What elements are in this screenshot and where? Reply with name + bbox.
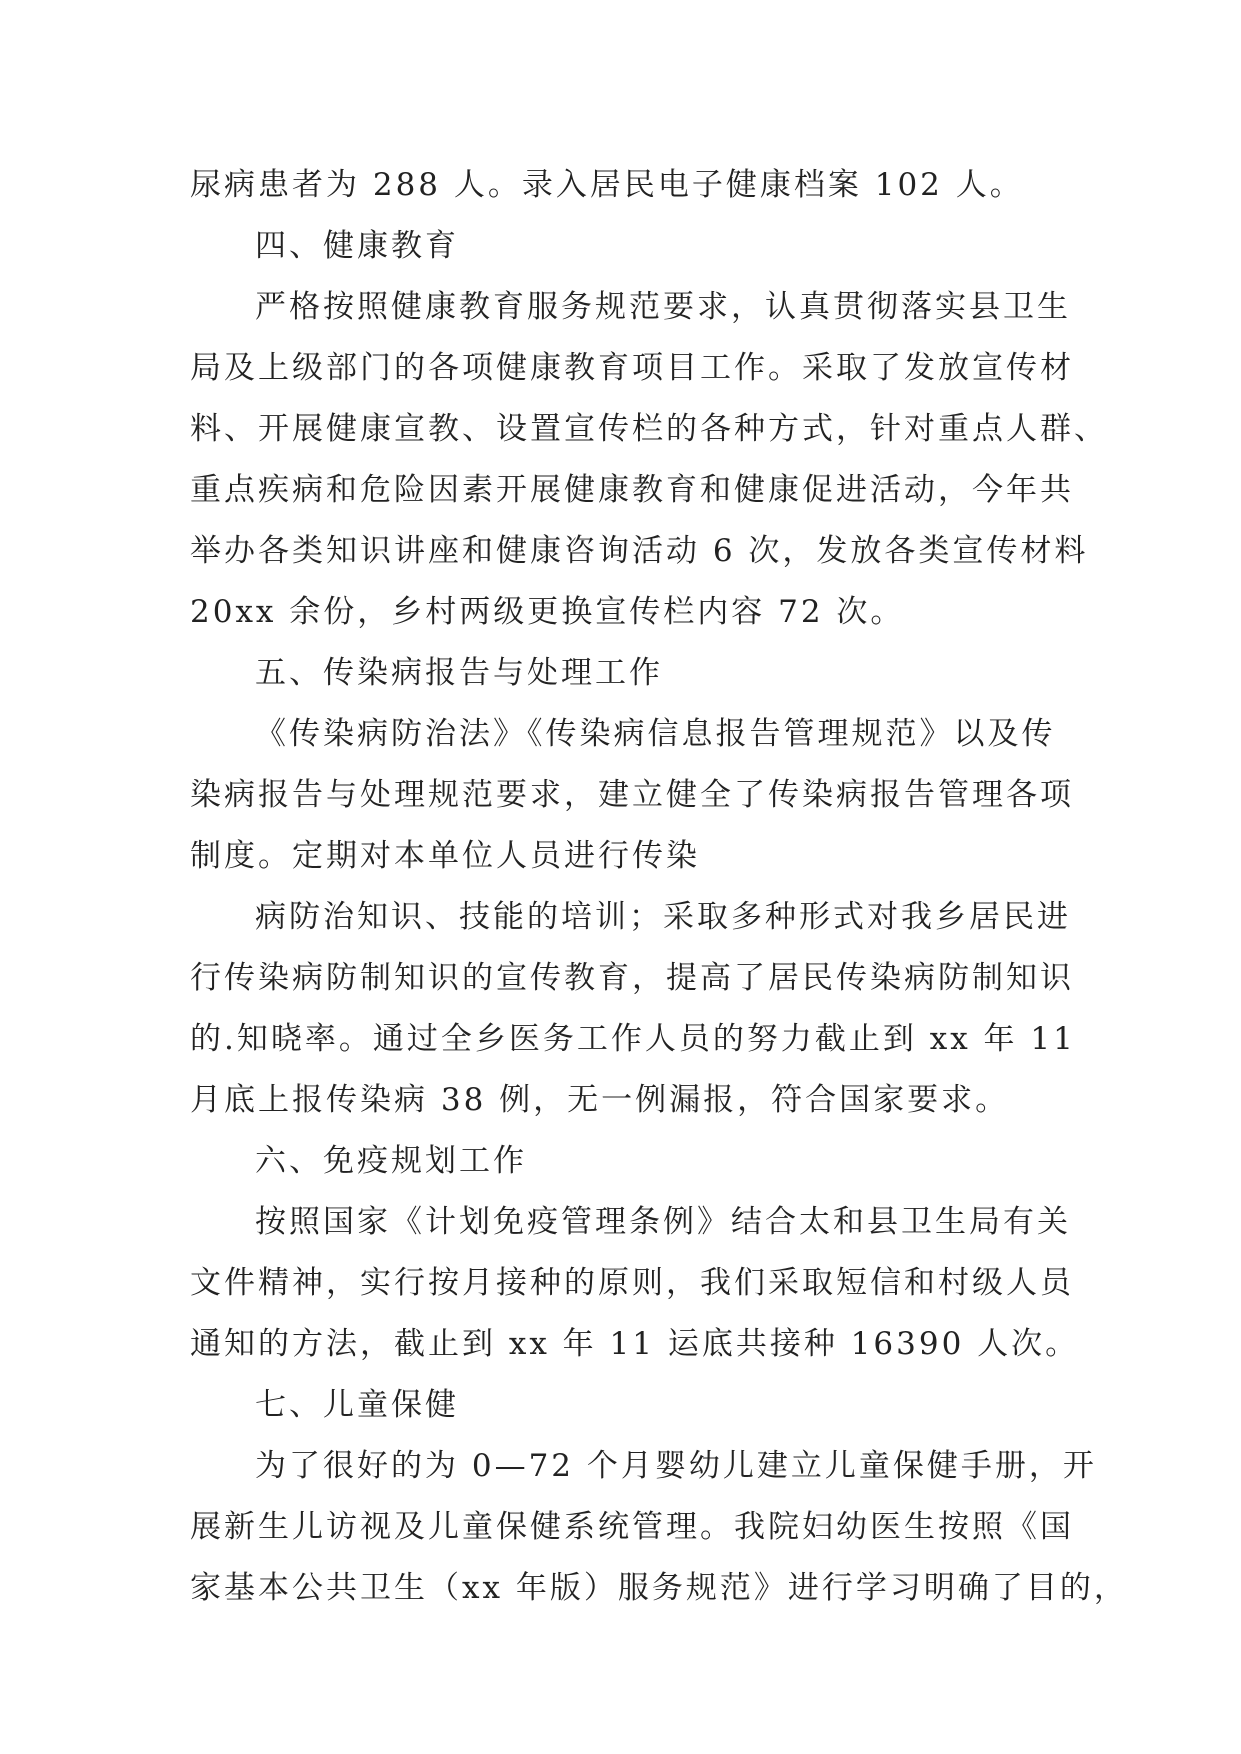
paragraph-line: 料、开展健康宣教、设置宣传栏的各种方式，针对重点人群、: [190, 411, 1108, 447]
paragraph-line: 为了很好的为 0—72 个月婴幼儿建立儿童保健手册，开: [255, 1448, 1097, 1484]
paragraph-line: 按照国家《计划免疫管理条例》结合太和县卫生局有关: [255, 1204, 1071, 1240]
document-body: [190, 155, 1128, 1619]
paragraph-line: 举办各类知识讲座和健康咨询活动 6 次，发放各类宣传材料: [190, 533, 1089, 569]
paragraph-line: 染病报告与处理规范要求，建立健全了传染病报告管理各项: [190, 777, 1074, 813]
paragraph-line: 《传染病防治法》《传染病信息报告管理规范》以及传: [255, 716, 1056, 752]
paragraph-line: 的.知晓率。通过全乡医务工作人员的努力截止到 xx 年 11: [190, 1021, 1076, 1057]
paragraph-line: 文件精神，实行按月接种的原则，我们采取短信和村级人员: [190, 1265, 1074, 1301]
paragraph-line: 局及上级部门的各项健康教育项目工作。采取了发放宣传材: [190, 350, 1074, 386]
paragraph-line: 月底上报传染病 38 例，无一例漏报，符合国家要求。: [190, 1082, 1010, 1118]
paragraph-line: 20xx 余份，乡村两级更换宣传栏内容 72 次。: [190, 594, 905, 630]
paragraph-line: 展新生儿访视及儿童保健系统管理。我院妇幼医生按照《国: [190, 1509, 1074, 1545]
paragraph-line: 尿病患者为 288 人。录入居民电子健康档案 102 人。: [190, 167, 1024, 203]
paragraph-line: 病防治知识、技能的培训；采取多种形式对我乡居民进: [255, 899, 1071, 935]
section-heading-immunization: 六、免疫规划工作: [255, 1143, 527, 1179]
paragraph-line: 行传染病防制知识的宣传教育，提高了居民传染病防制知识: [190, 960, 1074, 996]
paragraph-line: 重点疾病和危险因素开展健康教育和健康促进活动，今年共: [190, 472, 1074, 508]
section-heading-health-education: 四、健康教育: [255, 228, 459, 264]
paragraph-line: 制度。定期对本单位人员进行传染: [190, 838, 700, 874]
paragraph-line: 严格按照健康教育服务规范要求，认真贯彻落实县卫生: [255, 289, 1071, 325]
section-heading-child-health: 七、儿童保健: [255, 1387, 459, 1423]
section-heading-infectious-disease: 五、传染病报告与处理工作: [255, 655, 663, 691]
paragraph-line: 家基本公共卫生（xx 年版）服务规范》进行学习明确了目的，: [190, 1570, 1128, 1606]
paragraph-line: 通知的方法，截止到 xx 年 11 运底共接种 16390 人次。: [190, 1326, 1080, 1362]
